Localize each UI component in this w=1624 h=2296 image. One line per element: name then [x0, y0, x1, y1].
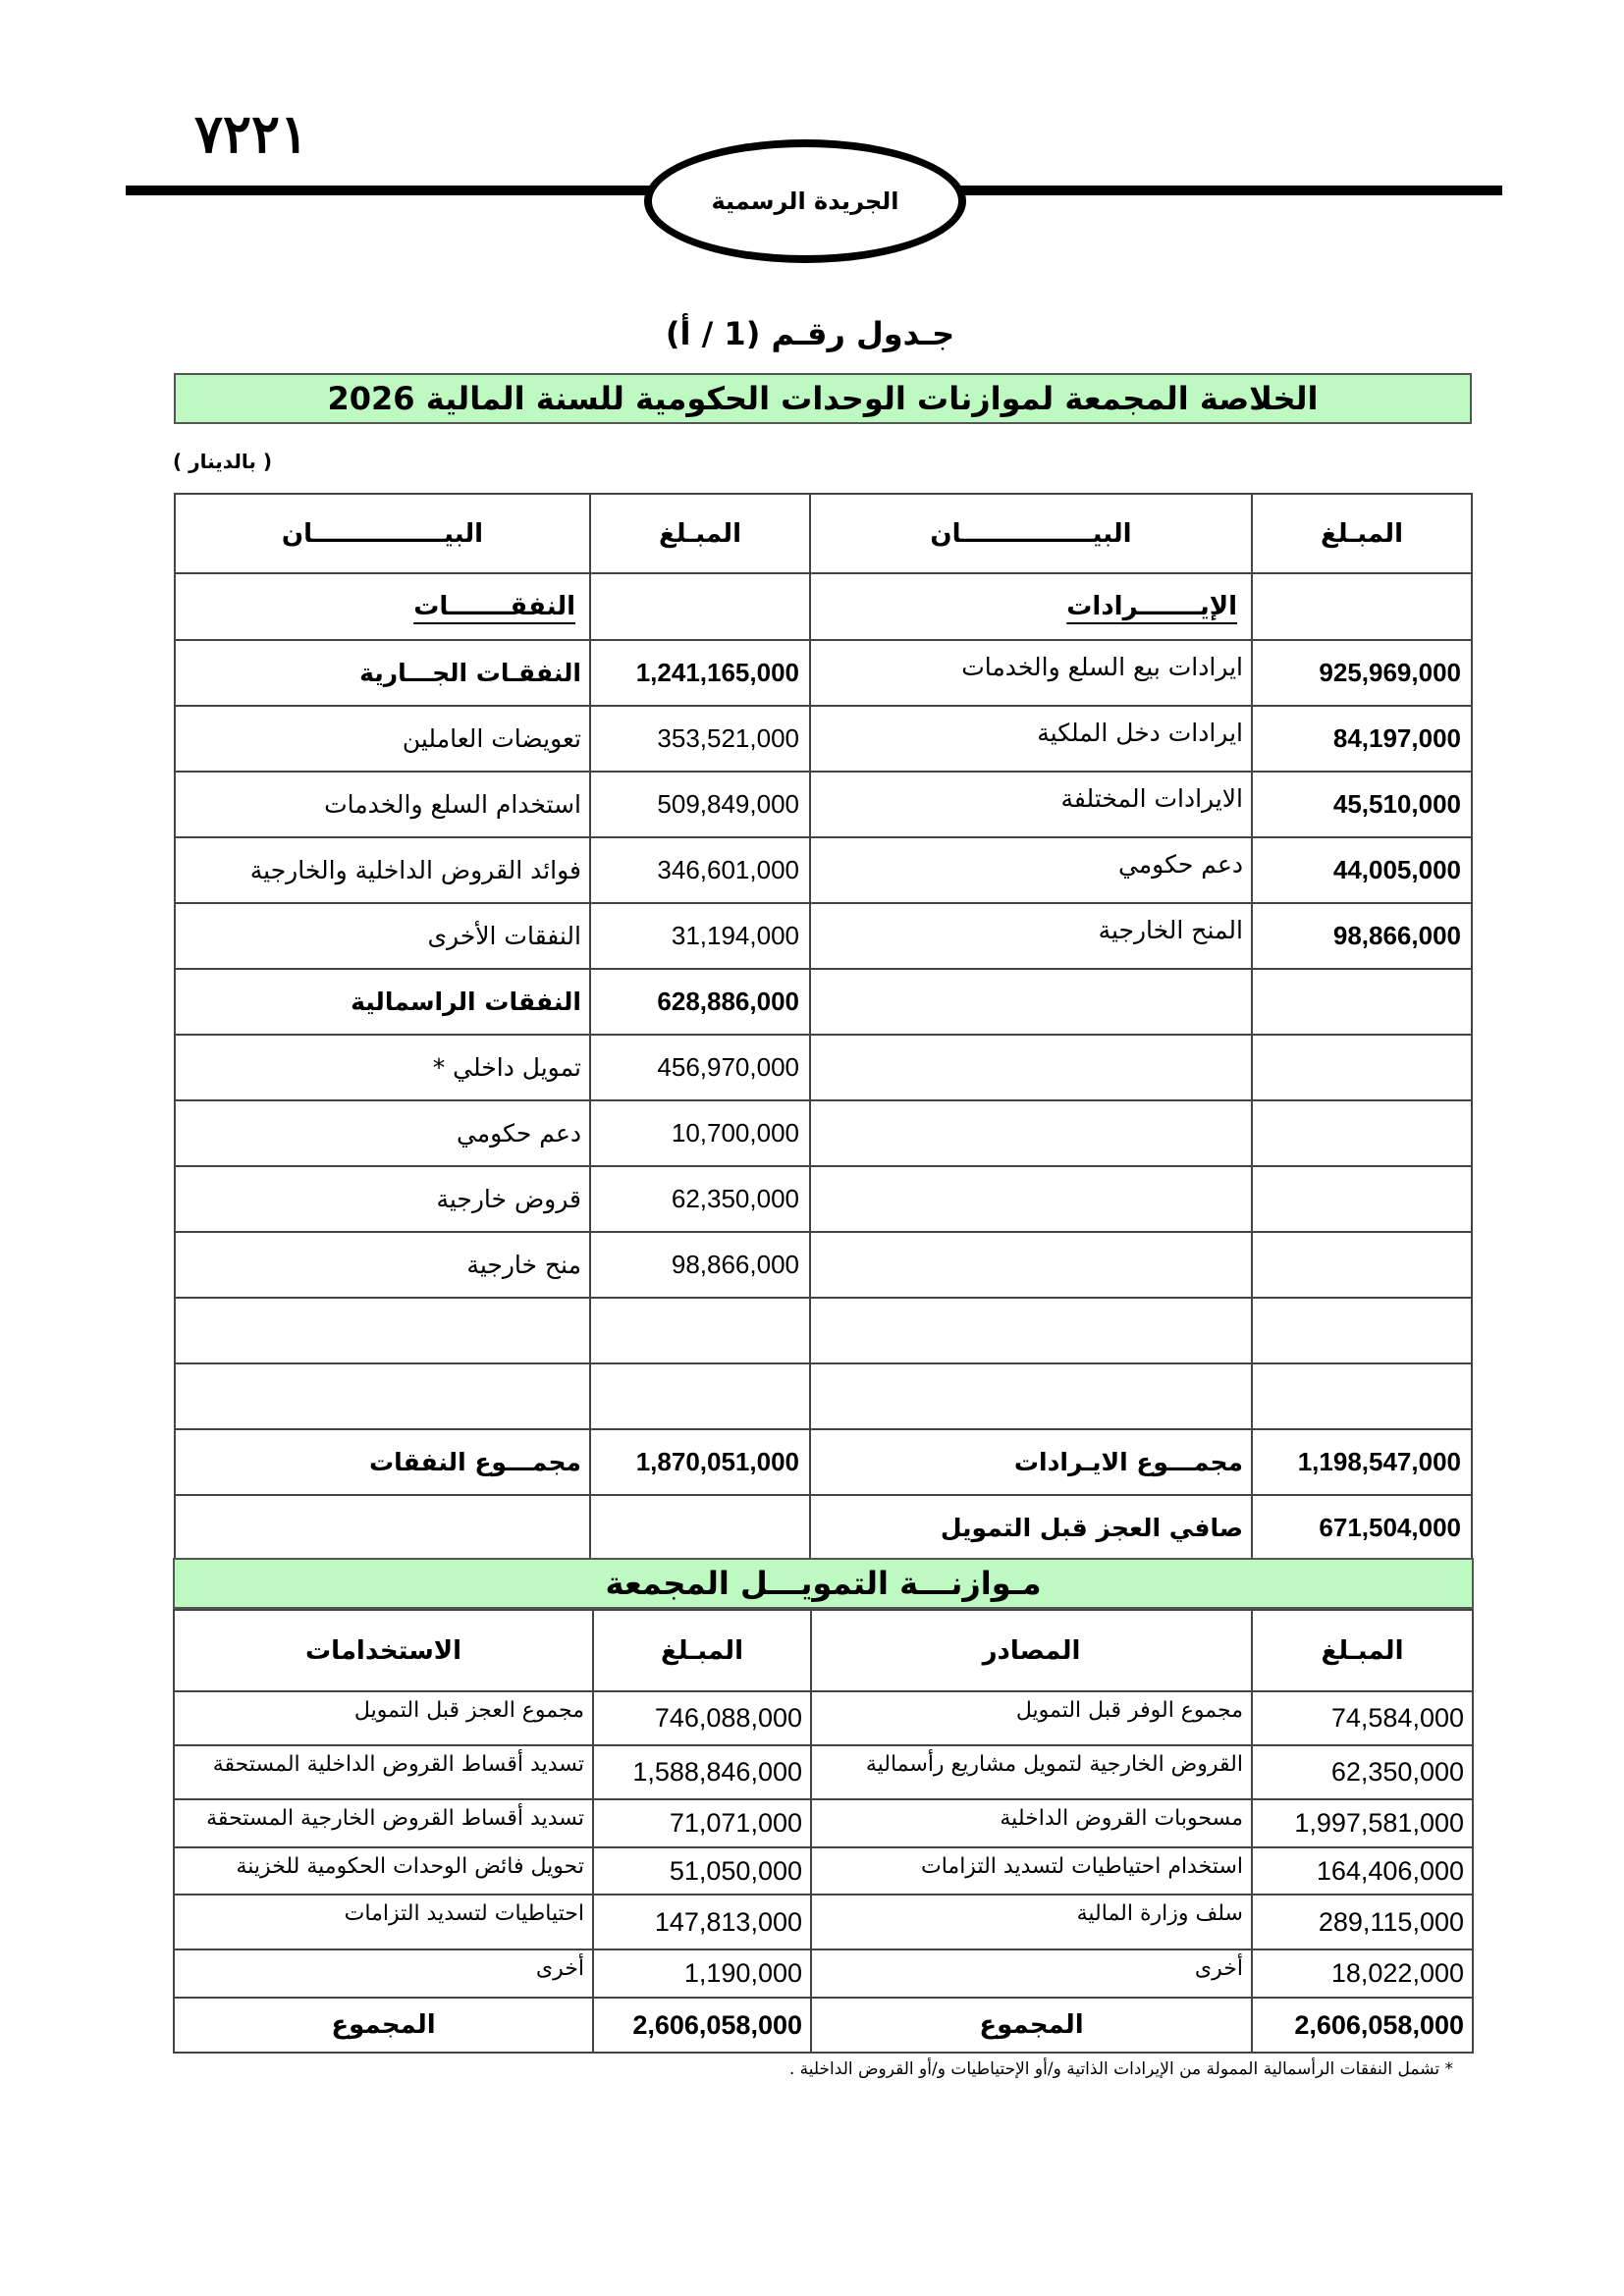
total-uses: 2,606,058,000 — [593, 1998, 811, 2053]
use-amount: 746,088,000 — [593, 1691, 811, 1745]
net-deficit-row — [175, 1495, 1472, 1561]
source-amount: 1,997,581,000 — [1252, 1799, 1473, 1847]
total-expense-label: مجمـــوع النفقات — [175, 1429, 590, 1495]
empty-cell — [590, 1495, 810, 1561]
table-row — [175, 1232, 1472, 1298]
col-header-use-amount: المبـلغ — [593, 1610, 811, 1691]
expense-label — [175, 1298, 590, 1363]
table-row — [174, 1745, 1473, 1799]
revenue-amount — [1252, 1232, 1472, 1298]
revenue-label: دعم حكومي — [810, 837, 1252, 903]
source-amount: 289,115,000 — [1252, 1895, 1473, 1949]
use-amount: 51,050,000 — [593, 1847, 811, 1895]
table-row — [175, 1363, 1472, 1429]
empty-cell — [590, 573, 810, 640]
total-revenue: 1,198,547,000 — [1252, 1429, 1472, 1495]
revenue-label — [810, 1298, 1252, 1363]
expense-label: النفقات الأخرى — [175, 903, 590, 969]
currency-units: ( بالدينار ) — [173, 450, 272, 473]
expense-label: تمويل داخلي * — [175, 1035, 590, 1100]
summary-title-bar — [174, 373, 1472, 424]
table-row — [174, 1847, 1473, 1895]
source-label: القروض الخارجية لتمويل مشاريع رأسمالية — [811, 1745, 1252, 1799]
summary-header-row — [175, 494, 1472, 573]
expense-amount: 346,601,000 — [590, 837, 810, 903]
net-deficit-label: صافي العجز قبل التمويل — [810, 1495, 1252, 1561]
total-revenue-label: مجمـــوع الايـرادات — [810, 1429, 1252, 1495]
expense-amount: 1,241,165,000 — [590, 640, 810, 706]
revenue-amount — [1252, 1166, 1472, 1232]
expense-section-heading: النفقـــــــات — [175, 573, 590, 640]
col-header-expense-amount: المبـلغ — [590, 494, 810, 573]
net-deficit: 671,504,000 — [1252, 1495, 1472, 1561]
revenue-label — [810, 1232, 1252, 1298]
financing-table — [173, 1609, 1474, 2054]
use-label: احتياطيات لتسديد التزامات — [174, 1895, 593, 1949]
revenue-amount: 98,866,000 — [1252, 903, 1472, 969]
financing-title: مـوازنـــة التمويـــل المجمعة — [605, 1565, 1042, 1602]
expense-label: قروض خارجية — [175, 1166, 590, 1232]
table-row — [175, 640, 1472, 706]
revenue-label: ايرادات دخل الملكية — [810, 706, 1252, 772]
col-header-revenue-amount: المبـلغ — [1252, 494, 1472, 573]
revenue-label: ايرادات بيع السلع والخدمات — [810, 640, 1252, 706]
financing-header-row — [174, 1610, 1473, 1691]
table-row — [175, 837, 1472, 903]
expense-amount: 10,700,000 — [590, 1100, 810, 1166]
revenue-label — [810, 1166, 1252, 1232]
revenue-section-heading: الإيـــــــرادات — [810, 573, 1252, 640]
financing-title-bar — [173, 1558, 1474, 1609]
source-label: أخرى — [811, 1949, 1252, 1998]
source-amount: 164,406,000 — [1252, 1847, 1473, 1895]
totals-row — [175, 1429, 1472, 1495]
table-row — [175, 1100, 1472, 1166]
use-label: مجموع العجز قبل التمويل — [174, 1691, 593, 1745]
use-label: أخرى — [174, 1949, 593, 1998]
table-row — [175, 1035, 1472, 1100]
expense-amount: 31,194,000 — [590, 903, 810, 969]
revenue-amount: 925,969,000 — [1252, 640, 1472, 706]
expense-amount: 98,866,000 — [590, 1232, 810, 1298]
empty-cell — [1252, 573, 1472, 640]
table-row — [175, 969, 1472, 1035]
expense-label: النفقـات الجـــارية — [175, 640, 590, 706]
summary-table — [174, 493, 1473, 1562]
table-row — [174, 1895, 1473, 1949]
table-number: جـدول رقـم (1 / أ) — [665, 315, 955, 352]
source-label: استخدام احتياطيات لتسديد التزامات — [811, 1847, 1252, 1895]
source-amount: 18,022,000 — [1252, 1949, 1473, 1998]
expense-label: فوائد القروض الداخلية والخارجية — [175, 837, 590, 903]
total-uses-label: المجموع — [174, 1998, 593, 2053]
use-label: تحويل فائض الوحدات الحكومية للخزينة — [174, 1847, 593, 1895]
col-header-revenue-statement: البيـــــــــــــــان — [810, 494, 1252, 573]
revenue-amount — [1252, 1035, 1472, 1100]
financing-totals-row — [174, 1998, 1473, 2053]
expense-amount: 62,350,000 — [590, 1166, 810, 1232]
expense-amount: 628,886,000 — [590, 969, 810, 1035]
use-label: تسديد أقساط القروض الداخلية المستحقة — [174, 1745, 593, 1799]
revenue-amount: 45,510,000 — [1252, 772, 1472, 837]
revenue-amount: 44,005,000 — [1252, 837, 1472, 903]
total-sources: 2,606,058,000 — [1252, 1998, 1473, 2053]
use-amount: 1,190,000 — [593, 1949, 811, 1998]
revenue-amount — [1252, 969, 1472, 1035]
table-row — [175, 903, 1472, 969]
expense-label: استخدام السلع والخدمات — [175, 772, 590, 837]
expense-amount — [590, 1298, 810, 1363]
revenue-label — [810, 1363, 1252, 1429]
expense-amount: 509,849,000 — [590, 772, 810, 837]
expense-label: منح خارجية — [175, 1232, 590, 1298]
revenue-label: الايرادات المختلفة — [810, 772, 1252, 837]
revenue-label — [810, 1100, 1252, 1166]
expense-amount — [590, 1363, 810, 1429]
table-row — [175, 1298, 1472, 1363]
table-row — [175, 772, 1472, 837]
revenue-amount — [1252, 1298, 1472, 1363]
page-number: ٧٢٢١ — [194, 102, 309, 165]
summary-title: الخلاصة المجمعة لموازنات الوحدات الحكومية للسنة المالية 2026 — [327, 380, 1319, 417]
table-row — [175, 706, 1472, 772]
use-amount: 71,071,000 — [593, 1799, 811, 1847]
revenue-label — [810, 969, 1252, 1035]
use-label: تسديد أقساط القروض الخارجية المستحقة — [174, 1799, 593, 1847]
revenue-amount — [1252, 1363, 1472, 1429]
revenue-amount: 84,197,000 — [1252, 706, 1472, 772]
gazette-emblem — [644, 139, 966, 263]
table-row — [175, 1166, 1472, 1232]
revenue-label — [810, 1035, 1252, 1100]
empty-cell — [175, 1495, 590, 1561]
use-amount: 1,588,846,000 — [593, 1745, 811, 1799]
expense-label: النفقات الراسمالية — [175, 969, 590, 1035]
col-header-expense-statement: البيـــــــــــــــان — [175, 494, 590, 573]
gazette-name: الجريدة الرسمية — [711, 187, 899, 215]
expense-label: تعويضات العاملين — [175, 706, 590, 772]
expense-amount: 456,970,000 — [590, 1035, 810, 1100]
table-row — [174, 1691, 1473, 1745]
col-header-uses: الاستخدامات — [174, 1610, 593, 1691]
col-header-sources: المصادر — [811, 1610, 1252, 1691]
footnote: * تشمل النفقات الرأسمالية الممولة من الإيرادات الذاتية و/أو الإحتياطيات و/أو القروض الداخلية . — [788, 2059, 1453, 2079]
total-sources-label: المجموع — [811, 1998, 1252, 2053]
table-row — [174, 1949, 1473, 1998]
col-header-source-amount: المبـلغ — [1252, 1610, 1473, 1691]
source-label: مجموع الوفر قبل التمويل — [811, 1691, 1252, 1745]
source-label: مسحوبات القروض الداخلية — [811, 1799, 1252, 1847]
expense-label — [175, 1363, 590, 1429]
expense-amount: 353,521,000 — [590, 706, 810, 772]
source-amount: 74,584,000 — [1252, 1691, 1473, 1745]
source-amount: 62,350,000 — [1252, 1745, 1473, 1799]
use-amount: 147,813,000 — [593, 1895, 811, 1949]
summary-section-row — [175, 573, 1472, 640]
expense-label: دعم حكومي — [175, 1100, 590, 1166]
source-label: سلف وزارة المالية — [811, 1895, 1252, 1949]
revenue-amount — [1252, 1100, 1472, 1166]
total-expense: 1,870,051,000 — [590, 1429, 810, 1495]
table-row — [174, 1799, 1473, 1847]
revenue-label: المنح الخارجية — [810, 903, 1252, 969]
